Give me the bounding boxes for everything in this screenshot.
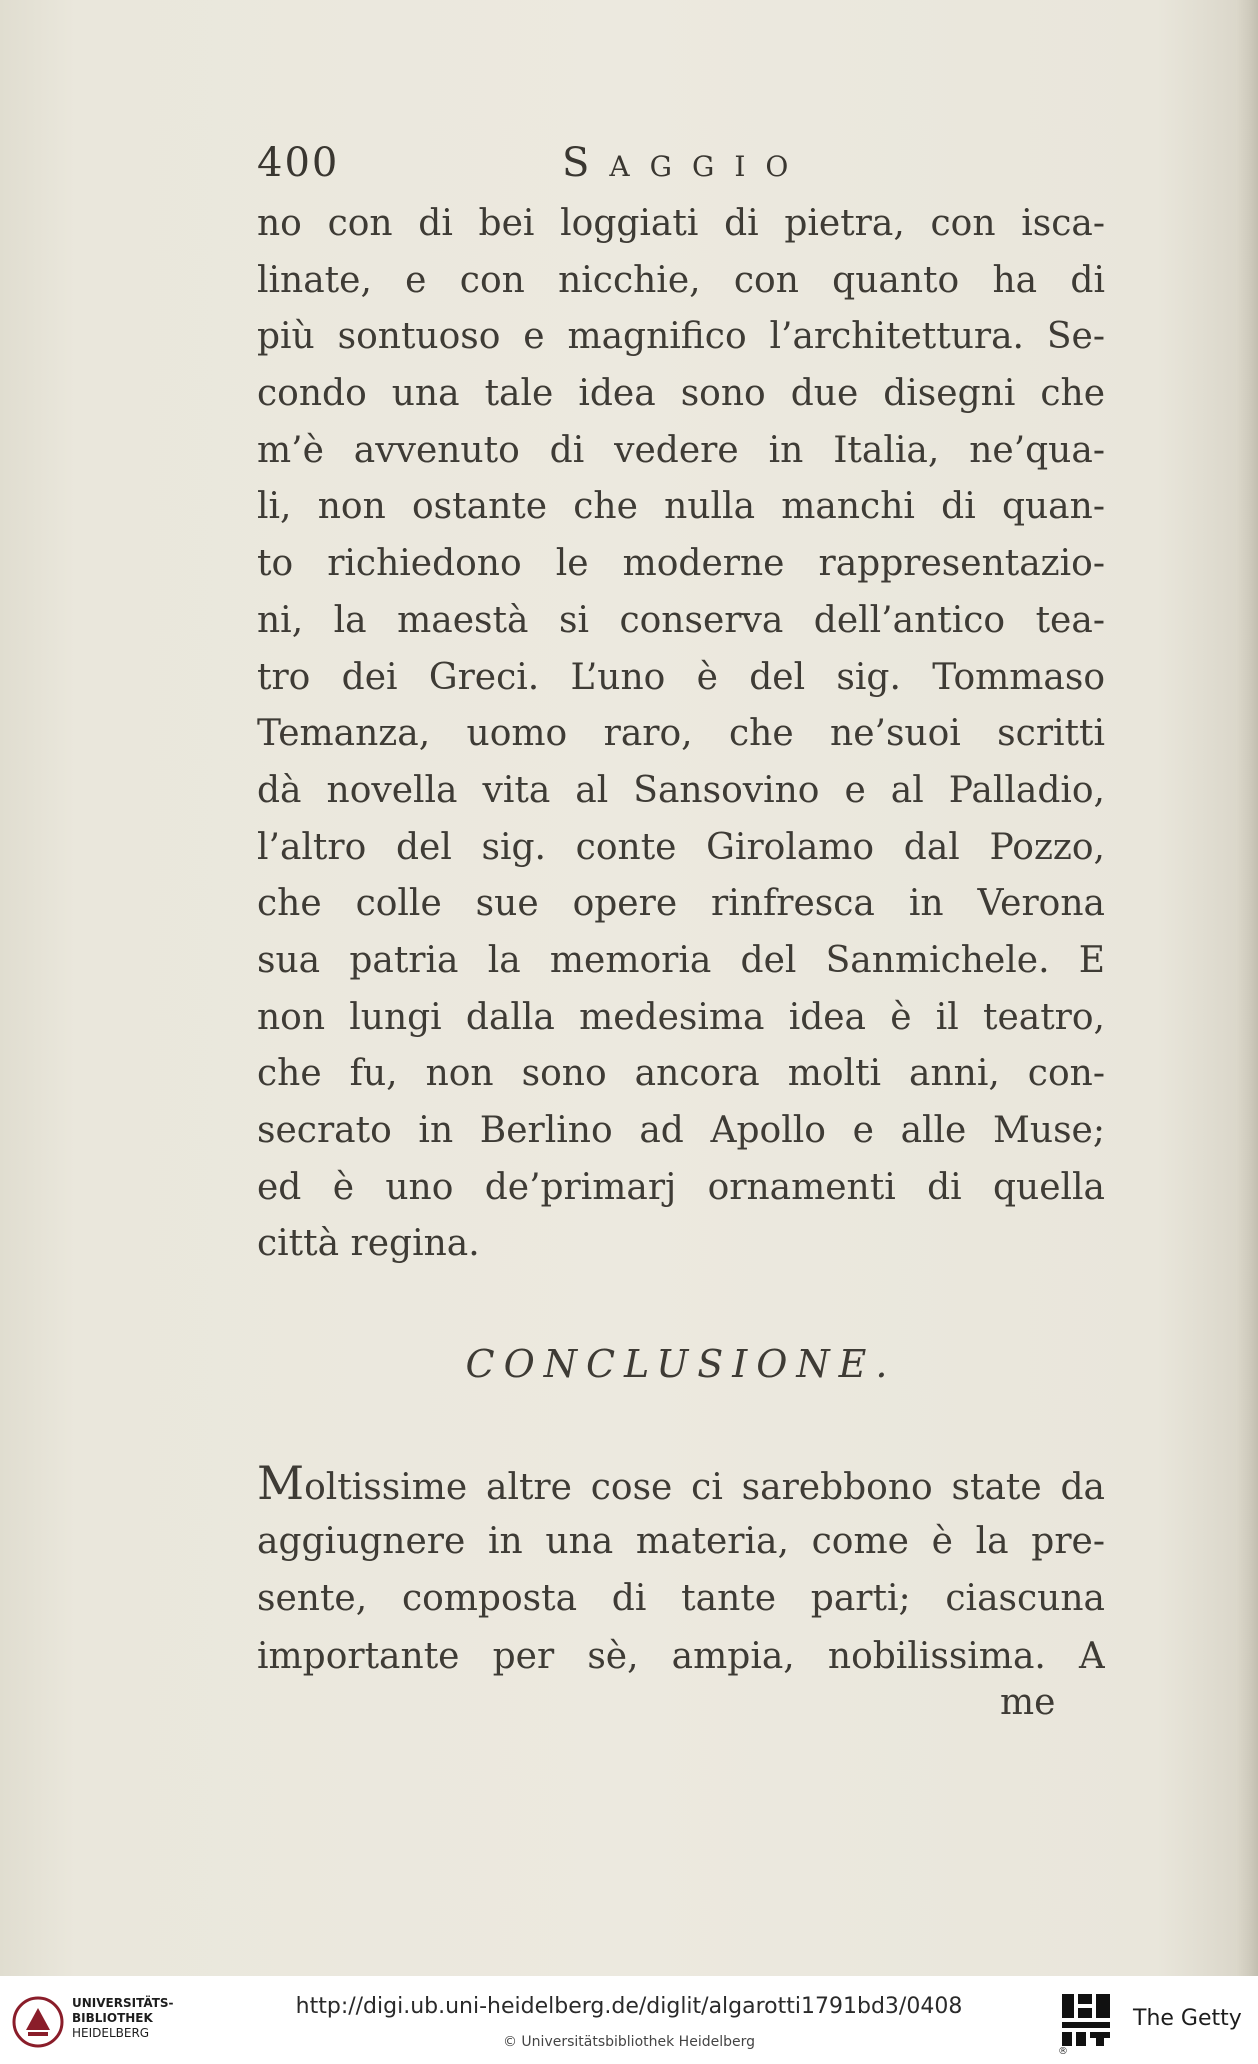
text-line: sente, composta di tante parti; ciascuna xyxy=(257,1578,1105,1619)
text-line: non lungi dalla medesima idea è il teatro, xyxy=(257,996,1105,1038)
section-heading: CONCLUSIONE. xyxy=(465,1342,897,1386)
text-line: importante per sè, ampia, nobilissima. A xyxy=(257,1635,1105,1677)
drop-capital: M xyxy=(257,1456,305,1510)
text-line: sua patria la memoria del Sanmichele. E xyxy=(257,939,1105,981)
text-line: l’altro del sig. conte Girolamo dal Pozzo, xyxy=(257,826,1105,868)
text-line: Temanza, uomo raro, che ne’suoi scritti xyxy=(257,713,1105,755)
body-text xyxy=(257,196,1105,1273)
text-line: dà novella vita al Sansovino e al Palladio, xyxy=(257,769,1105,811)
catchword: me xyxy=(1000,1682,1056,1723)
running-head xyxy=(257,140,1137,196)
text-line: ni, la maestà si conserva dell’antico tea- xyxy=(257,599,1105,641)
text-line: tro dei Greci. L’uno è del sig. Tommaso xyxy=(257,656,1105,698)
text-line: li, non ostante che nulla manchi di quan- xyxy=(257,486,1105,528)
library-name-line: HEIDELBERG xyxy=(72,2026,150,2040)
registered-mark: ® xyxy=(1058,2046,1068,2057)
text-line: to richiedono le moderne rappresentazio- xyxy=(257,543,1105,585)
getty-logo-icon xyxy=(1058,1990,1114,2050)
page-number: 400 xyxy=(257,140,340,186)
text-line: ed è uno de’primarj ornamenti di quella xyxy=(257,1166,1105,1208)
text-line: m’è avvenuto di vedere in Italia, ne’qua- xyxy=(257,429,1105,471)
running-title: Saggio xyxy=(562,140,809,186)
partner-name: The Getty xyxy=(1133,2006,1242,2031)
text-line: aggiugnere in una materia, come è la pre- xyxy=(257,1520,1105,1562)
text-line: che colle sue opere rinfresca in Verona xyxy=(257,883,1105,925)
text-line: condo una tale idea sono due disegni che xyxy=(257,373,1105,415)
library-name-line: UNIVERSITÄTS- xyxy=(72,1996,174,2010)
page-edge xyxy=(1236,0,1258,1976)
copyright-notice: © Universitätsbibliothek Heidelberg xyxy=(502,2034,755,2050)
text-line: secrato in Berlino ad Apollo e alle Muse; xyxy=(257,1110,1105,1151)
footer-bar xyxy=(0,1976,1258,2064)
library-name-line: BIBLIOTHEK xyxy=(72,2011,153,2025)
text-line-rest: oltissime altre cose ci sarebbono state da xyxy=(304,1467,1105,1508)
text-line: che fu, non sono ancora molti anni, con- xyxy=(257,1053,1105,1095)
conclusion-text xyxy=(257,1455,1105,1685)
text-line: città regina. xyxy=(257,1223,480,1265)
permalink-url[interactable]: http://digi.ub.uni-heidelberg.de/diglit/algarotti1791bd3/0408 xyxy=(295,1994,963,2019)
text-line: più sontuoso e magnifico l’architettura. Se- xyxy=(257,316,1105,358)
text-line: no con di bei loggiati di pietra, con isca- xyxy=(257,203,1105,244)
text-line: linate, e con nicchie, con quanto ha di xyxy=(257,259,1105,301)
text-line xyxy=(257,1455,1105,1513)
